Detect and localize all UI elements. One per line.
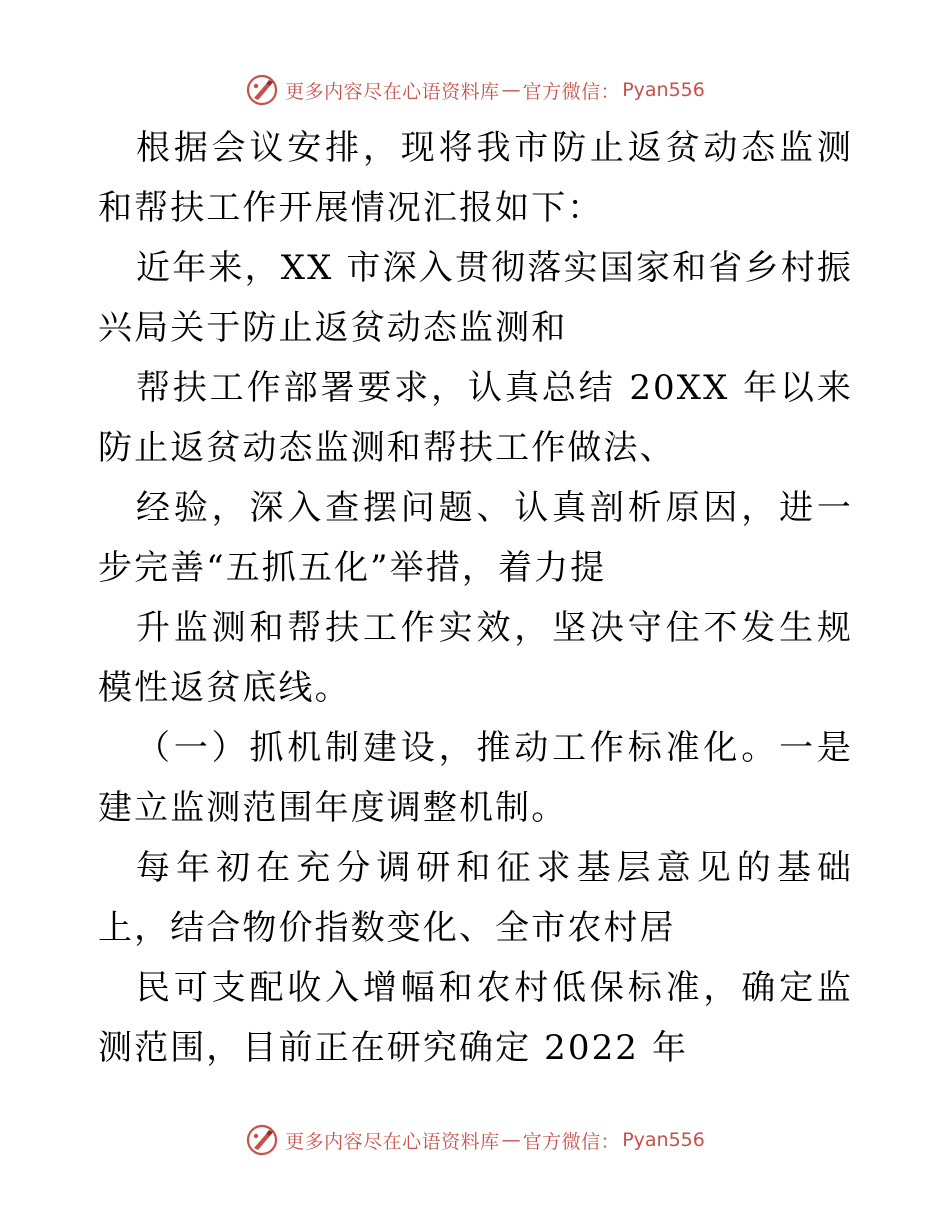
paragraph: （一）抓机制建设，推动工作标准化。一是建立监测范围年度调整机制。	[98, 728, 853, 828]
watermark-official: 官方微信：	[522, 80, 621, 103]
header-watermark	[0, 70, 950, 110]
paragraph: 升监测和帮扶工作实效，坚决守住不发生规模性返贫底线。	[98, 608, 853, 708]
paragraph: 近年来，XX 市深入贯彻落实国家和省乡村振兴局关于防止返贫动态监测和	[98, 248, 853, 348]
footer-watermark	[0, 1120, 950, 1160]
watermark-handle: Pyan556	[622, 79, 705, 101]
paragraph: 帮扶工作部署要求，认真总结 20XX 年以来防止返贫动态监测和帮扶工作做法、	[98, 368, 853, 468]
watermark-text: 更多内容尽在心语资料库	[285, 1130, 500, 1153]
watermark-separator: —	[501, 79, 521, 101]
paragraph: 根据会议安排，现将我市防止返贫动态监测和帮扶工作开展情况汇报如下：	[98, 128, 853, 228]
paragraph: 经验，深入查摆问题、认真剖析原因，进一步完善“五抓五化”举措，着力提	[98, 488, 853, 588]
pen-logo-icon	[245, 1123, 279, 1157]
document-body	[98, 118, 853, 1078]
pen-logo-icon	[245, 73, 279, 107]
watermark-official: 官方微信：	[522, 1130, 621, 1153]
paragraph: 民可支配收入增幅和农村低保标准，确定监测范围，目前正在研究确定 2022 年	[98, 968, 853, 1068]
paragraph: 每年初在充分调研和征求基层意见的基础上，结合物价指数变化、全市农村居	[98, 848, 853, 948]
watermark-separator: —	[501, 1129, 521, 1151]
watermark-text: 更多内容尽在心语资料库	[285, 80, 500, 103]
watermark-handle: Pyan556	[622, 1129, 705, 1151]
